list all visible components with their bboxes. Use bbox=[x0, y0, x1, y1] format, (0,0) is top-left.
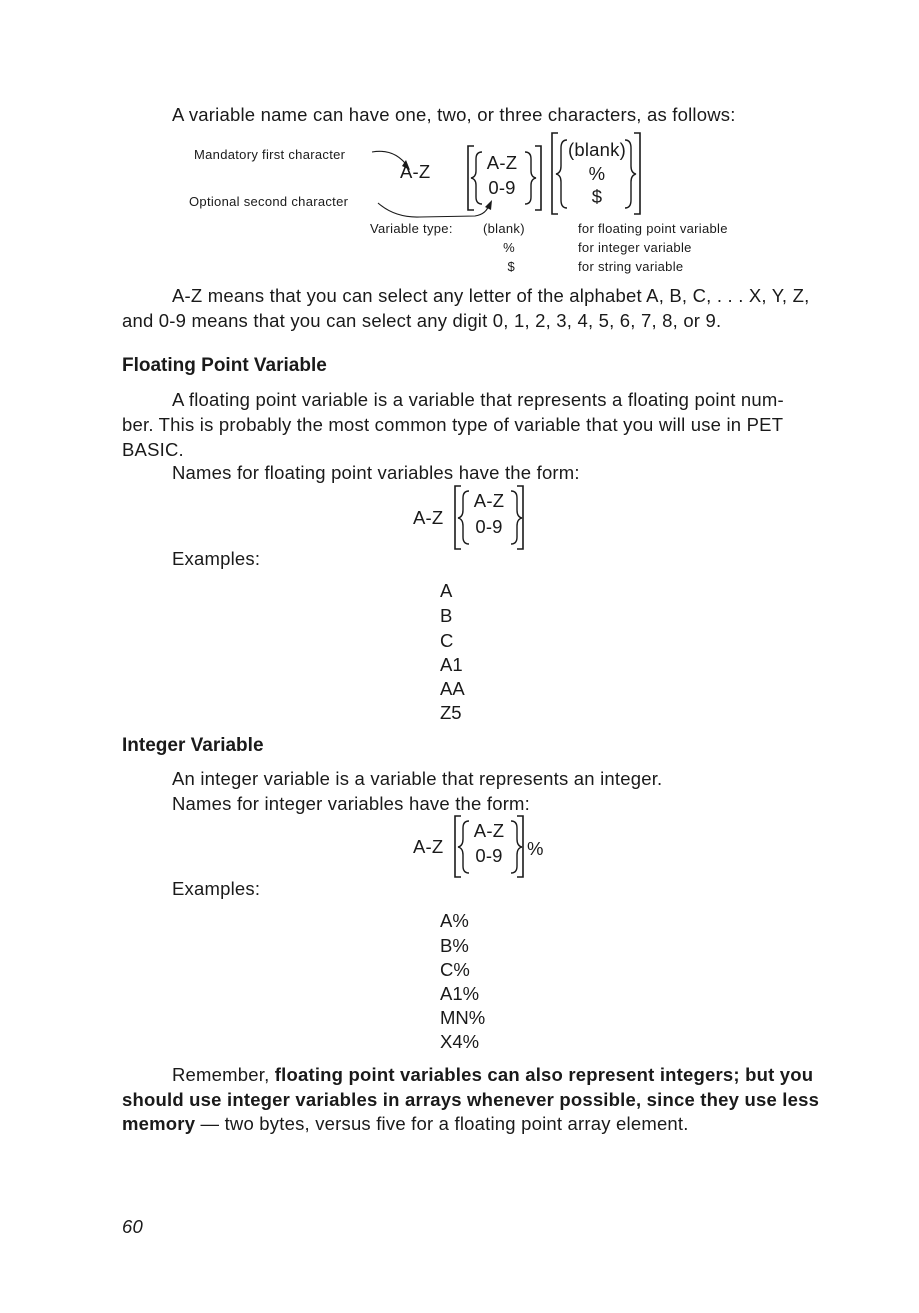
example-item: A bbox=[440, 580, 453, 601]
floating-form-intro: Names for floating point variables have the form: bbox=[172, 462, 580, 483]
intro-text: A variable name can have one, two, or three characters, as follows: bbox=[172, 104, 736, 125]
type-opt-blank: (blank) bbox=[568, 139, 626, 160]
second-char-opt2: 0-9 bbox=[488, 177, 516, 198]
integer-form-intro: Names for integer variables have the form: bbox=[172, 793, 531, 814]
example-item: B bbox=[440, 605, 453, 626]
remember-bold: floating point variables can also represent integers; but you bbox=[274, 1064, 814, 1085]
type-opt-dollar: $ bbox=[591, 186, 603, 207]
first-char: A-Z bbox=[400, 161, 431, 182]
type-description: for string variable bbox=[578, 259, 684, 274]
variable-type-label: Variable type: bbox=[370, 221, 453, 236]
example-item: X4% bbox=[440, 1031, 480, 1052]
type-symbol: $ bbox=[507, 259, 515, 274]
remember-bold: memory bbox=[122, 1113, 196, 1134]
remember-bold: should use integer variables in arrays whenever possible, since they use less bbox=[122, 1089, 820, 1110]
form-opt-letter: A-Z bbox=[473, 820, 505, 841]
second-char-opt1: A-Z bbox=[486, 152, 518, 173]
floating-heading: Floating Point Variable bbox=[122, 355, 327, 376]
floating-paragraph: A floating point variable is a variable that represents a floating point num- bbox=[172, 389, 784, 410]
form-opt-digit: 0-9 bbox=[475, 845, 503, 866]
example-item: B% bbox=[440, 935, 469, 956]
form-first-char: A-Z bbox=[413, 836, 444, 857]
example-item: A% bbox=[440, 910, 469, 931]
remember-line-1 bbox=[172, 1064, 813, 1086]
integer-paragraph: An integer variable is a variable that represents an integer. bbox=[172, 768, 663, 789]
remember-tail: — two bytes, versus five for a floating point array element. bbox=[195, 1113, 689, 1134]
example-item: AA bbox=[440, 678, 465, 699]
example-item: C% bbox=[440, 959, 470, 980]
type-description: for integer variable bbox=[578, 240, 692, 255]
type-opt-percent: % bbox=[588, 163, 606, 184]
mandatory-label: Mandatory first character bbox=[194, 147, 346, 162]
integer-heading: Integer Variable bbox=[122, 735, 264, 756]
form-opt-letter: A-Z bbox=[473, 490, 505, 511]
type-symbol: % bbox=[503, 240, 515, 255]
type-description: for floating point variable bbox=[578, 221, 728, 236]
form-suffix: % bbox=[527, 838, 544, 859]
floating-paragraph: ber. This is probably the most common type of variable that you will use in PET bbox=[122, 414, 784, 435]
example-item: A1 bbox=[440, 654, 463, 675]
example-item: Z5 bbox=[440, 702, 462, 723]
floating-examples-label: Examples: bbox=[172, 548, 261, 569]
explain-line: A-Z means that you can select any letter of the alphabet A, B, C, . . . X, Y, Z, bbox=[172, 285, 810, 306]
explain-line: and 0-9 means that you can select any digit 0, 1, 2, 3, 4, 5, 6, 7, 8, or 9. bbox=[122, 310, 722, 331]
example-item: C bbox=[440, 630, 454, 651]
type-symbol: (blank) bbox=[483, 221, 525, 236]
page-number: 60 bbox=[122, 1216, 143, 1237]
remember-line-3 bbox=[122, 1113, 689, 1135]
example-item: A1% bbox=[440, 983, 480, 1004]
integer-examples-label: Examples: bbox=[172, 878, 261, 899]
remember-lead: Remember, bbox=[172, 1064, 275, 1085]
form-first-char: A-Z bbox=[413, 507, 444, 528]
floating-paragraph: BASIC. bbox=[122, 439, 184, 460]
example-item: MN% bbox=[440, 1007, 486, 1028]
optional-label: Optional second character bbox=[189, 194, 349, 209]
form-opt-digit: 0-9 bbox=[475, 516, 503, 537]
